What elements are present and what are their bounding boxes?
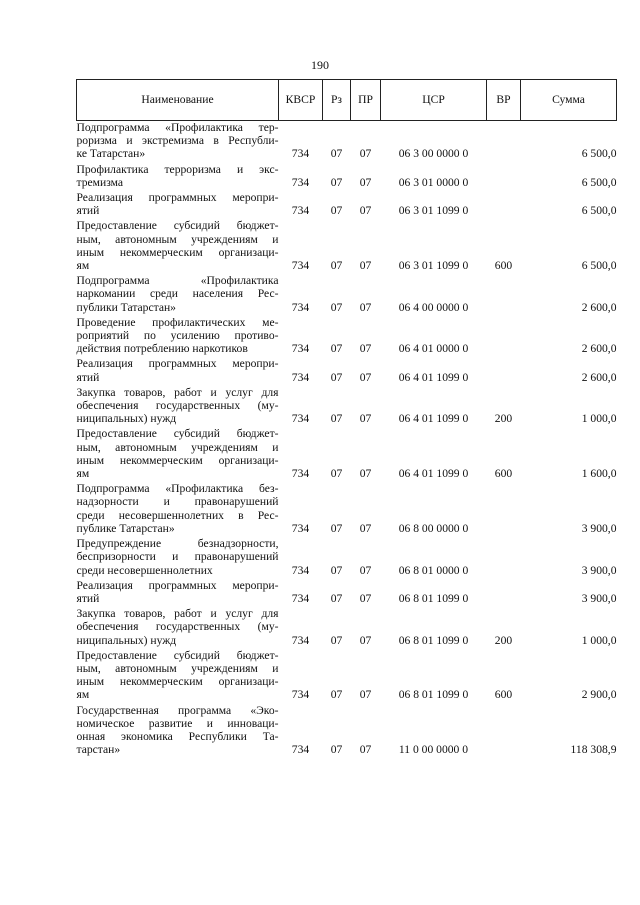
row-name-line: ниципальных) нужд (76, 633, 177, 647)
row-name-cell (77, 427, 279, 482)
row-csr-cell: 06 4 00 0000 0 (398, 300, 469, 314)
column-header-sum: Сумма (521, 80, 617, 121)
row-name-cell (77, 579, 279, 607)
row-vr-cell (487, 537, 521, 579)
table-row (77, 579, 617, 607)
row-rz-cell: 07 (330, 370, 343, 384)
row-csr-cell: 06 8 01 1099 0 (398, 591, 469, 605)
row-sum-cell: 3 900,0 (581, 521, 617, 535)
row-name-line: роприятий по усилению противо- (76, 329, 279, 343)
row-name-line: Закупка товаров, работ и услуг для (76, 385, 279, 399)
row-sum-cell: 3 900,0 (581, 563, 617, 577)
row-pr-cell: 07 (359, 743, 372, 757)
table-row (77, 704, 617, 759)
row-pr-cell: 07 (359, 521, 372, 535)
row-rz-cell: 07 (330, 467, 343, 481)
row-rz-cell: 07 (330, 591, 343, 605)
row-kvsr-cell: 734 (291, 175, 310, 189)
column-header-vr: ВР (487, 80, 521, 121)
row-name-cell (77, 607, 279, 649)
page-number: 190 (311, 58, 329, 72)
row-csr-cell: 06 3 01 1099 0 (398, 259, 469, 273)
row-vr-cell (487, 274, 521, 316)
row-name-line: Предоставление субсидий бюджет- (76, 219, 279, 233)
row-csr-cell: 06 4 01 1099 0 (398, 467, 469, 481)
row-name-line: ным, автономным учреждениям и (76, 232, 279, 246)
row-name-line: Проведение профилактических ме- (76, 315, 279, 329)
row-vr-cell (487, 579, 521, 607)
row-sum-cell: 3 900,0 (581, 591, 617, 605)
row-kvsr-cell: 734 (291, 563, 310, 577)
row-sum-cell: 2 900,0 (581, 688, 617, 702)
row-name-line: надзорности и правонарушений (76, 495, 279, 509)
row-name-cell (77, 482, 279, 537)
row-kvsr-cell: 734 (291, 300, 310, 314)
row-name-line: Предоставление субсидий бюджет- (76, 427, 279, 441)
row-sum-cell: 2 600,0 (581, 370, 617, 384)
row-kvsr-cell: 734 (291, 688, 310, 702)
row-sum-cell: 1 000,0 (581, 633, 617, 647)
row-sum-cell: 2 600,0 (581, 342, 617, 356)
row-rz-cell: 07 (330, 175, 343, 189)
row-rz-cell: 07 (330, 342, 343, 356)
row-name-line: обеспечения государственных (му- (76, 399, 279, 413)
row-vr-cell (487, 191, 521, 219)
row-name-line: Государственная программа «Эко- (76, 703, 279, 717)
row-pr-cell: 07 (359, 412, 372, 426)
column-header-csr: ЦСР (381, 80, 487, 121)
row-pr-cell: 07 (359, 633, 372, 647)
row-kvsr-cell: 734 (291, 204, 310, 218)
row-name-cell (77, 316, 279, 358)
row-vr-cell: 600 (494, 467, 513, 481)
row-pr-cell: 07 (359, 591, 372, 605)
row-name-line: Предупреждение безнадзорности, (76, 537, 279, 551)
row-csr-cell: 06 3 00 0000 0 (398, 147, 469, 161)
row-pr-cell: 07 (359, 175, 372, 189)
row-name-line: тремизма (76, 175, 124, 189)
row-name-line: роризма и экстремизма в Республи- (76, 134, 279, 148)
row-name-cell (77, 537, 279, 579)
row-name-cell (77, 191, 279, 219)
row-name-line: публике Татарстан» (76, 521, 175, 535)
table-row (77, 357, 617, 385)
row-name-line: Реализация программных меропри- (76, 357, 279, 371)
row-csr-cell: 06 3 01 0000 0 (398, 175, 469, 189)
row-rz-cell: 07 (330, 688, 343, 702)
row-sum-cell: 6 500,0 (581, 204, 617, 218)
row-name-line: ям (76, 467, 90, 481)
row-name-line: ятий (76, 204, 100, 218)
table-row (77, 191, 617, 219)
row-pr-cell: 07 (359, 370, 372, 384)
row-name-line: обеспечения государственных (му- (76, 620, 279, 634)
row-name-cell (77, 704, 279, 759)
row-name-line: ке Татарстан» (76, 147, 146, 161)
row-name-cell (77, 357, 279, 385)
row-sum-cell: 1 600,0 (581, 467, 617, 481)
row-name-line: Подпрограмма «Профилактика тер- (76, 121, 279, 134)
row-name-cell (77, 121, 279, 163)
row-csr-cell: 06 4 01 1099 0 (398, 370, 469, 384)
row-name-line: ниципальных) нужд (76, 412, 177, 426)
row-csr-cell: 06 8 00 0000 0 (398, 521, 469, 535)
row-rz-cell: 07 (330, 300, 343, 314)
row-sum-cell: 118 308,9 (570, 743, 617, 757)
table-row (77, 649, 617, 704)
budget-table (76, 79, 617, 758)
row-rz-cell: 07 (330, 147, 343, 161)
column-header-rz: Рз (323, 80, 351, 121)
row-sum-cell: 6 500,0 (581, 147, 617, 161)
row-sum-cell: 1 000,0 (581, 412, 617, 426)
row-csr-cell: 06 4 01 1099 0 (398, 412, 469, 426)
row-name-line: наркомании среди населения Рес- (76, 287, 279, 301)
row-name-line: действия потреблению наркотиков (76, 342, 248, 356)
row-rz-cell: 07 (330, 204, 343, 218)
row-name-cell (77, 163, 279, 191)
table-header-row (77, 80, 617, 121)
row-vr-cell: 600 (494, 259, 513, 273)
row-pr-cell: 07 (359, 563, 372, 577)
row-name-line: ятий (76, 591, 100, 605)
table-row (77, 316, 617, 358)
row-csr-cell: 06 3 01 1099 0 (398, 204, 469, 218)
row-name-line: Предоставление субсидий бюджет- (76, 648, 279, 662)
table-row (77, 427, 617, 482)
row-name-line: иным некоммерческим организаци- (76, 675, 279, 689)
row-name-line: иным некоммерческим организаци- (76, 453, 279, 467)
row-pr-cell: 07 (359, 300, 372, 314)
row-name-line: среди несовершеннолетних в Рес- (76, 508, 279, 522)
row-csr-cell: 06 8 01 0000 0 (398, 563, 469, 577)
row-pr-cell: 07 (359, 467, 372, 481)
row-name-line: беспризорности и правонарушений (76, 550, 279, 564)
row-name-line: тарстан» (76, 743, 121, 757)
row-rz-cell: 07 (330, 743, 343, 757)
row-vr-cell (487, 357, 521, 385)
row-name-line: ям (76, 688, 90, 702)
row-sum-cell: 6 500,0 (581, 259, 617, 273)
row-kvsr-cell: 734 (291, 591, 310, 605)
row-pr-cell: 07 (359, 204, 372, 218)
row-name-cell (77, 219, 279, 274)
row-name-line: номическое развитие и инноваци- (76, 716, 279, 730)
table-row (77, 163, 617, 191)
row-name-line: публики Татарстан» (76, 300, 176, 314)
row-rz-cell: 07 (330, 633, 343, 647)
row-kvsr-cell: 734 (291, 412, 310, 426)
row-vr-cell (487, 163, 521, 191)
row-vr-cell (487, 316, 521, 358)
table-row (77, 482, 617, 537)
row-vr-cell (487, 482, 521, 537)
table-row (77, 386, 617, 428)
row-csr-cell: 06 8 01 1099 0 (398, 688, 469, 702)
row-name-line: среди несовершеннолетних (76, 563, 213, 577)
row-vr-cell (487, 121, 521, 163)
row-name-line: Профилактика терроризма и экс- (76, 162, 279, 176)
table-row (77, 537, 617, 579)
row-sum-cell: 2 600,0 (581, 300, 617, 314)
row-pr-cell: 07 (359, 147, 372, 161)
row-sum-cell: 6 500,0 (581, 175, 617, 189)
row-name-line: Подпрограмма «Профилактика без- (76, 482, 279, 496)
row-name-line: Закупка товаров, работ и услуг для (76, 607, 279, 621)
row-pr-cell: 07 (359, 342, 372, 356)
column-header-name: Наименование (77, 80, 279, 121)
row-rz-cell: 07 (330, 521, 343, 535)
row-pr-cell: 07 (359, 259, 372, 273)
row-vr-cell: 600 (494, 688, 513, 702)
row-csr-cell: 06 4 01 0000 0 (398, 342, 469, 356)
row-kvsr-cell: 734 (291, 259, 310, 273)
row-name-line: Реализация программных меропри- (76, 191, 279, 205)
table-body (77, 121, 617, 759)
row-name-line: иным некоммерческим организаци- (76, 245, 279, 259)
row-csr-cell: 11 0 00 0000 0 (398, 743, 469, 757)
row-vr-cell (487, 704, 521, 759)
row-name-line: ным, автономным учреждениям и (76, 440, 279, 454)
table-row (77, 607, 617, 649)
table-row (77, 219, 617, 274)
column-header-pr: ПР (351, 80, 381, 121)
row-kvsr-cell: 734 (291, 521, 310, 535)
row-name-cell (77, 274, 279, 316)
row-name-cell (77, 649, 279, 704)
row-kvsr-cell: 734 (291, 743, 310, 757)
row-csr-cell: 06 8 01 1099 0 (398, 633, 469, 647)
row-pr-cell: 07 (359, 688, 372, 702)
row-vr-cell: 200 (494, 412, 513, 426)
row-kvsr-cell: 734 (291, 342, 310, 356)
row-kvsr-cell: 734 (291, 633, 310, 647)
row-kvsr-cell: 734 (291, 147, 310, 161)
row-name-line: ям (76, 259, 90, 273)
row-vr-cell: 200 (494, 633, 513, 647)
row-rz-cell: 07 (330, 563, 343, 577)
table-row (77, 121, 617, 163)
row-kvsr-cell: 734 (291, 370, 310, 384)
row-name-line: Подпрограмма «Профилактика (76, 274, 279, 288)
row-name-line: онная экономика Республики Та- (76, 729, 279, 743)
row-name-cell (77, 386, 279, 428)
row-name-line: ным, автономным учреждениям и (76, 661, 279, 675)
column-header-kvsr: КВСР (279, 80, 323, 121)
row-kvsr-cell: 734 (291, 467, 310, 481)
row-name-line: ятий (76, 370, 100, 384)
row-rz-cell: 07 (330, 259, 343, 273)
row-rz-cell: 07 (330, 412, 343, 426)
row-name-line: Реализация программных меропри- (76, 578, 279, 592)
table-row (77, 274, 617, 316)
